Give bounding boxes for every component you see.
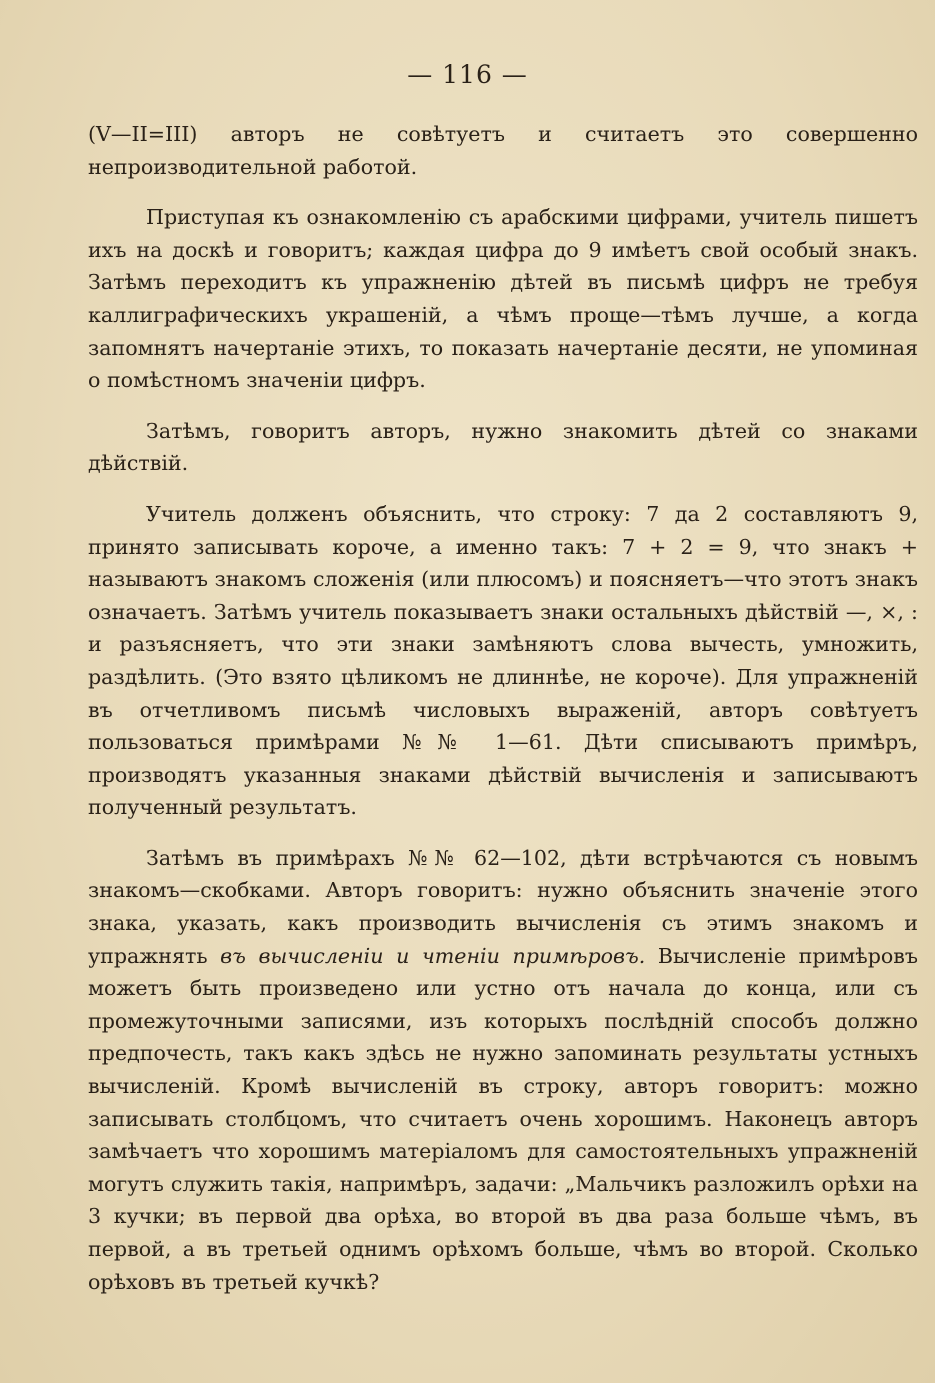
paragraph-5-text-b: Вычисленіе примѣровъ можетъ быть произведено или устно отъ начала до конца, или съ промежуточными записями, изъ которыхъ послѣдній способъ должно предпочесть, такъ какъ здѣсь не нужно запоминать результаты устныхъ вычисленій. Кромѣ вычисленій въ строку, авторъ говоритъ: можно записывать столбцомъ, что считаетъ очень хорошимъ. Наконецъ авторъ замѣчаетъ что хорошимъ матеріаломъ для самостоятельныхъ упражненій могутъ служить такія, напримѣръ, задачи: „Мальчикъ разложилъ орѣхи на 3 кучки; въ первой два орѣха, во второй въ два раза больше чѣмъ, въ первой, а въ третьей однимъ орѣхомъ больше, чѣмъ во второй. Сколько орѣховъ въ третьей кучкѣ? — [88, 943, 918, 1294]
paragraph-5-italic: въ вычисленіи и чтеніи примѣровъ. — [220, 943, 646, 968]
paragraph-3: Затѣмъ, говоритъ авторъ, нужно знакомить дѣтей со знаками дѣйствій. — [88, 418, 918, 476]
paragraph-2: Приступая къ ознакомленію съ арабскими цифрами, учитель пишетъ ихъ на доскѣ и говоритъ; каждая цифра до 9 имѣетъ свой особый знакъ. Затѣмъ переходитъ къ упражненію дѣтей въ письмѣ цифръ не требуя каллиграфическихъ украшеній, а чѣмъ проще—тѣмъ лучше, а когда запомнятъ начертаніе этихъ, то показать начертаніе десяти, не упоминая о помѣстномъ значеніи цифръ. — [88, 205, 918, 393]
body-text — [88, 118, 918, 1298]
paragraph-5 — [88, 842, 918, 1298]
page-number: — 116 — — [407, 60, 528, 89]
paragraph-1: (V—II=III) авторъ не совѣтуетъ и считаетъ это совершенно непроизводительной работой. — [88, 122, 918, 179]
paragraph-4: Учитель долженъ объяснить, что строку: 7 да 2 составляютъ 9, принято записывать короче, а именно такъ: 7 + 2 = 9, что знакъ + называютъ знакомъ сложенія (или плюсомъ) и поясняетъ—что этотъ знакъ означаетъ. Затѣмъ учитель показываетъ знаки остальныхъ дѣйствій —, ×, : и разъясняетъ, что эти знаки замѣняютъ слова вычесть, умножить, раздѣлить. (Это взято цѣликомъ не длиннѣе, не короче). Для упражненій въ отчетливомъ письмѣ числовыхъ выраженій, авторъ совѣтуетъ пользоваться примѣрами №№ 1—61. Дѣти списываютъ примѣръ, производятъ указанныя знаками дѣйствій вычисленія и записываютъ полученный результатъ. — [88, 501, 918, 820]
paragraph-5-text-a: Затѣмъ въ примѣрахъ №№ 62—102, дѣти встрѣчаются съ новымъ знакомъ—скобками. Авторъ говоритъ: нужно объяснить значеніе этого знака, указать, какъ производить вычисленія съ этимъ знакомъ и упражнять — [88, 845, 918, 968]
